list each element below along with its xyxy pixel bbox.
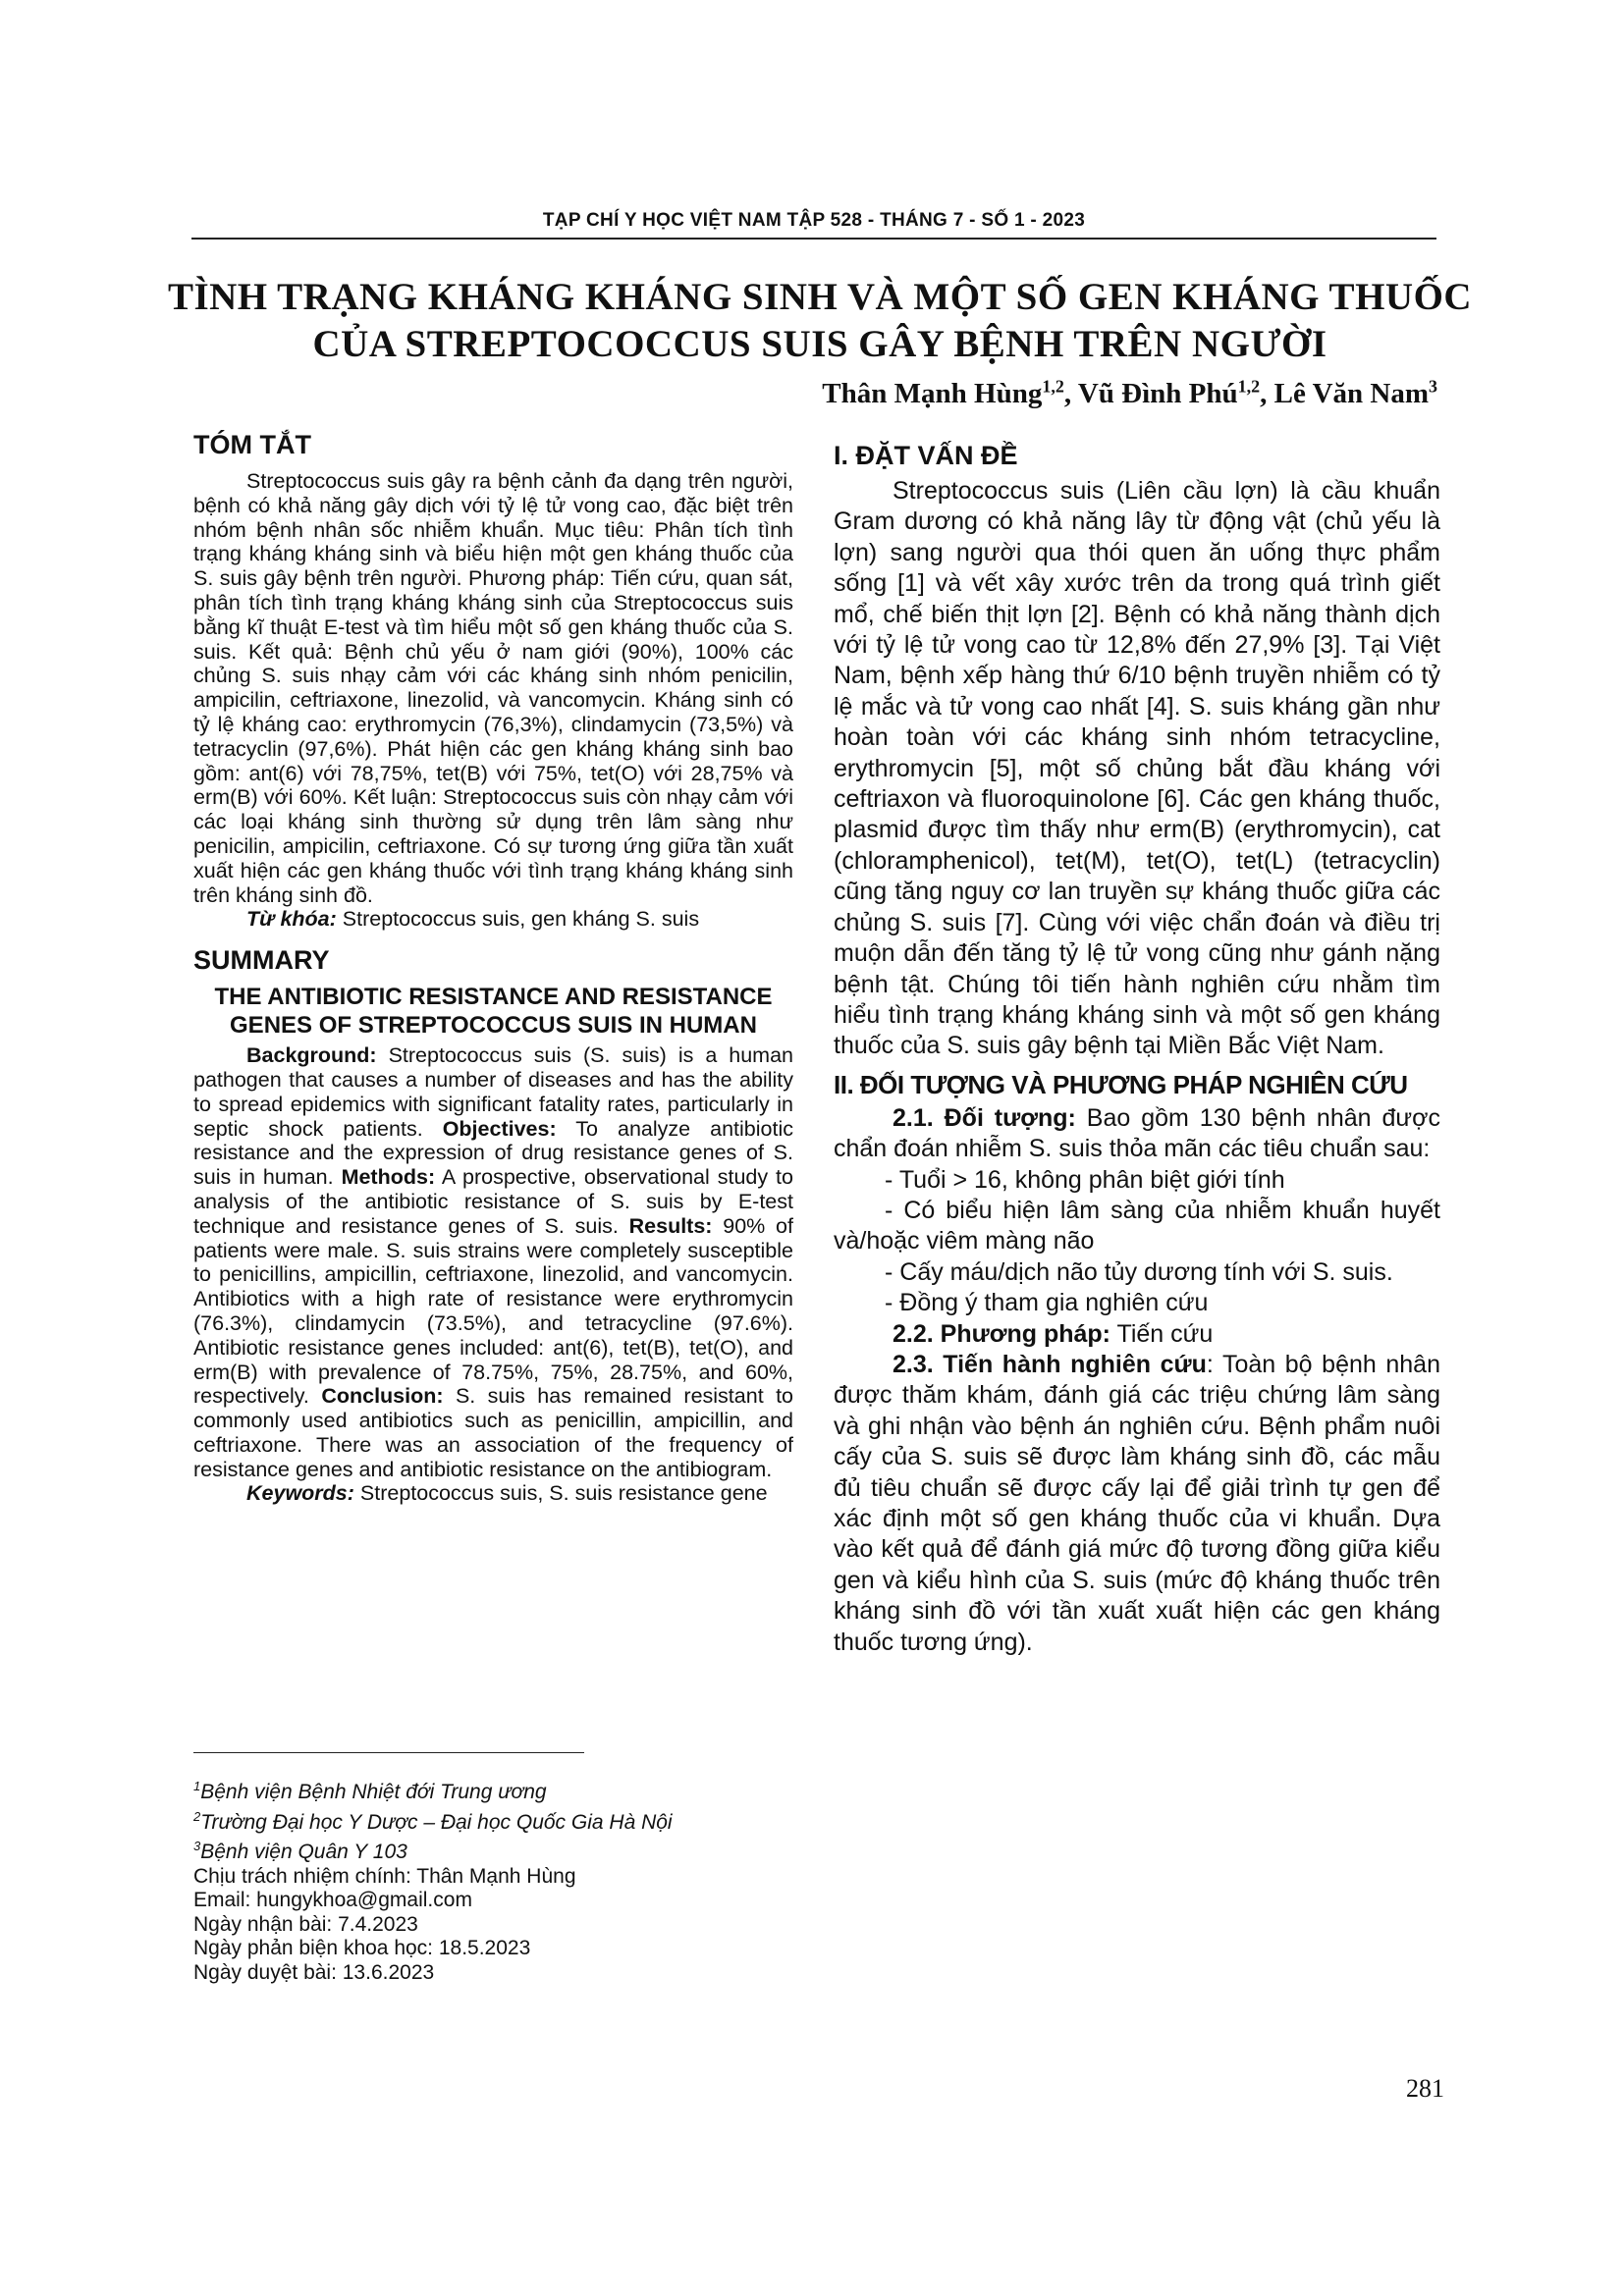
section-2-3: 2.3. Tiến hành nghiên cứu: Toàn bộ bệnh nhân được thăm khám, đánh giá các triệu chứng lâm sàng và ghi nhận vào bệnh án nghiên cứu. Bệnh phẩm nuôi cấy của S. suis sẽ được làm kháng sinh đồ, các mẫu đủ tiêu chuẩn sẽ được cấy lại để giải trình tự gen để xác định một số gen kháng thuốc của vi khuẩn. Dựa vào kết quả để đánh giá mức độ tương đồng giữa kiểu gen và kiểu hình của S. suis (mức độ kháng thuốc trên kháng sinh đồ với tần xuất xuất hiện các gen kháng thuốc tương ứng). (834, 1350, 1440, 1656)
criteria-item: - Đồng ý tham gia nghiên cứu (885, 1289, 1209, 1317)
en-keywords: Keywords: Streptococcus suis, S. suis resistance gene (246, 1481, 768, 1506)
author-3: Lê Văn Nam$^3$ (1273, 376, 1437, 409)
section-1-body: Streptococcus suis (Liên cầu lợn) là cầu khuẩn Gram dương có khả năng lây từ động vật (chủ yếu là lợn) sang người qua thói quen ăn uống thực phẩm sống [1] và vết xây xước trên da trong quá trình giết mổ, chế biến thịt lợn [2]. Bệnh có khả năng thành dịch với tỷ lệ tử vong cao từ 12,8% đến 27,9% [3]. Tại Việt Nam, bệnh xếp hàng thứ 6/10 bệnh truyền nhiễm có tỷ lệ mắc và tử vong cao nhất [4]. S. suis kháng gần như hoàn toàn với các kháng sinh nhóm tetracycline, erythromycin [5], một số chủng bắt đầu kháng với ceftriaxon và fluoroquinolone [6]. Các gen kháng thuốc, plasmid được tìm thấy như erm(B) (erythromycin), cat (chloramphenicol), tet(M), tet(O), tet(L) (tetracyclin) cũng tăng nguy cơ lan truyền sự kháng thuốc giữa các chủng S. suis [7]. Cùng với việc chẩn đoán và điều trị muộn dẫn đến tăng tỷ lệ tử vong cũng như gánh nặng bệnh tật. Chúng tôi tiến hành nghiên cứu nhằm tìm hiểu tình trạng kháng kháng sinh và một số gen kháng thuốc của S. suis gây bệnh tại Miền Bắc Việt Nam. (834, 477, 1440, 1060)
author-list (822, 376, 1437, 410)
page-number: 281 (1406, 2074, 1444, 2103)
title-line-2: CỦA STREPTOCOCCUS SUIS GÂY BỆNH TRÊN NGƯỜI (312, 323, 1327, 365)
criteria-item: - Tuổi > 16, không phân biệt giới tính (885, 1165, 1285, 1194)
date-accepted: Ngày duyệt bài: 13.6.2023 (193, 1960, 435, 1984)
section-2-2: 2.2. Phương pháp: Tiến cứu (893, 1319, 1214, 1348)
vi-keywords: Từ khóa: Streptococcus suis, gen kháng S. suis (246, 907, 700, 932)
footnotes (193, 1752, 793, 1985)
affiliation-2: $^2$Trường Đại học Y Dược – Đại học Quốc Gia Hà Nội (193, 1808, 673, 1834)
footnote-rule (193, 1752, 584, 1753)
corresponding-author: Chịu trách nhiệm chính: Thân Mạnh Hùng (193, 1864, 576, 1888)
journal-header: TẠP CHÍ Y HỌC VIỆT NAM TẬP 528 - THÁNG 7 - SỐ 1 - 2023 (542, 210, 1086, 231)
en-abstract-body: Background: Streptococcus suis (S. suis) is a human pathogen that causes a number of diseases and has the ability to spread epidemics with significant fatality rates, particularly in septic shock patients. Objectives: To analyze antibiotic resistance and the expression of drug resistance genes of S. suis in human. Methods: A prospective, observational study to analysis of the antibiotic resistance of S. suis by E-test technique and resistance genes of S. suis. Results: 90% of patients were male. S. suis strains were completely susceptible to penicillins, ampicillin, ceftriaxone, linezolid, and vancomycin. Antibiotics with a high rate of resistance were erythromycin (76.3%), clindamycin (73.5%), and tetracycline (97.6%). Antibiotic resistance genes included: ant(6), tet(B), tet(O), and erm(B) with prevalence of 78.75%, 75%, 28.75%, and 60%, respectively. Conclusion: S. suis has remained resistant to commonly used antibiotics such as penicillin, ampicillin, and ceftriaxone. There was an association of the frequency of resistance genes and antibiotic resistance on the antibiogram. (193, 1043, 793, 1481)
email: Email: hungykhoa@gmail.com (193, 1889, 472, 1911)
criteria-item: - Có biểu hiện lâm sàng của nhiễm khuẩn huyết và/hoặc viêm màng não (834, 1196, 1440, 1255)
date-reviewed: Ngày phản biện khoa học: 18.5.2023 (193, 1937, 531, 1959)
en-title: THE ANTIBIOTIC RESISTANCE AND RESISTANCE GENES OF STREPTOCOCCUS SUIS IN HUMAN (214, 984, 773, 1040)
article-title (147, 274, 1492, 368)
section-2-heading: II. ĐỐI TƯỢNG VÀ PHƯƠNG PHÁP NGHIÊN CỨU (834, 1069, 1408, 1099)
section-1-heading: I. ĐẶT VẤN ĐỀ (834, 441, 1018, 470)
affiliation-1: $^1$Bệnh viện Bệnh Nhiệt đới Trung ương (193, 1779, 547, 1803)
title-line-1: TÌNH TRẠNG KHÁNG KHÁNG SINH VÀ MỘT SỐ GEN KHÁNG THUỐC (167, 276, 1473, 318)
author-1: Thân Mạnh Hùng$^{1,2}$, (822, 376, 1078, 409)
right-column (834, 425, 1440, 1658)
left-column (193, 422, 793, 1506)
date-received: Ngày nhận bài: 7.4.2023 (193, 1912, 418, 1936)
header-rule (191, 238, 1436, 240)
criteria-item: - Cấy máu/dịch não tủy dương tính với S. suis. (885, 1257, 1393, 1286)
en-abstract-heading: SUMMARY (193, 945, 330, 976)
vi-abstract-body: Streptococcus suis gây ra bệnh cảnh đa dạng trên người, bệnh có khả năng gây dịch với tỷ lệ tử vong cao, đặc biệt trên nhóm bệnh nhân sốc nhiễm khuẩn. Mục tiêu: Phân tích tình trạng kháng kháng sinh và biểu hiện một gen kháng thuốc của S. suis gây bệnh trên người. Phương pháp: Tiến cứu, quan sát, phân tích tình trạng kháng kháng sinh của Streptococcus suis bằng kĩ thuật E-test và tìm hiểu một số gen kháng thuốc của S. suis. Kết quả: Bệnh chủ yếu ở nam giới (90%), 100% các chủng S. suis nhạy cảm với các kháng sinh nhóm penicilin, ampicilin, ceftriaxone, linezolid, và vancomycin. Kháng sinh có tỷ lệ kháng cao: erythromycin (76,3%), clindamycin (73,5%) và tetracyclin (97,6%). Phát hiện các gen kháng kháng sinh bao gồm: ant(6) với 78,75%, tet(B) với 75%, tet(O) với 28,75% và erm(B) với 60%. Kết luận: Streptococcus suis còn nhạy cảm với các loại kháng sinh thường sử dụng trên lâm sàng như penicilin, ampicilin, ceftriaxone. Có sự tương ứng giữa tần xuất xuất hiện các gen kháng thuốc với tình trạng kháng kháng sinh trên kháng sinh đồ. (193, 469, 793, 907)
affiliation-3: $^3$Bệnh viện Quân Y 103 (193, 1839, 407, 1863)
author-2: Vũ Đình Phú$^{1,2}$, (1077, 376, 1274, 409)
section-2-1: 2.1. Đối tượng: Bao gồm 130 bệnh nhân được chẩn đoán nhiễm S. suis thỏa mãn các tiêu chuẩn sau: (834, 1103, 1441, 1163)
vi-abstract-heading: TÓM TẮT (193, 430, 311, 459)
